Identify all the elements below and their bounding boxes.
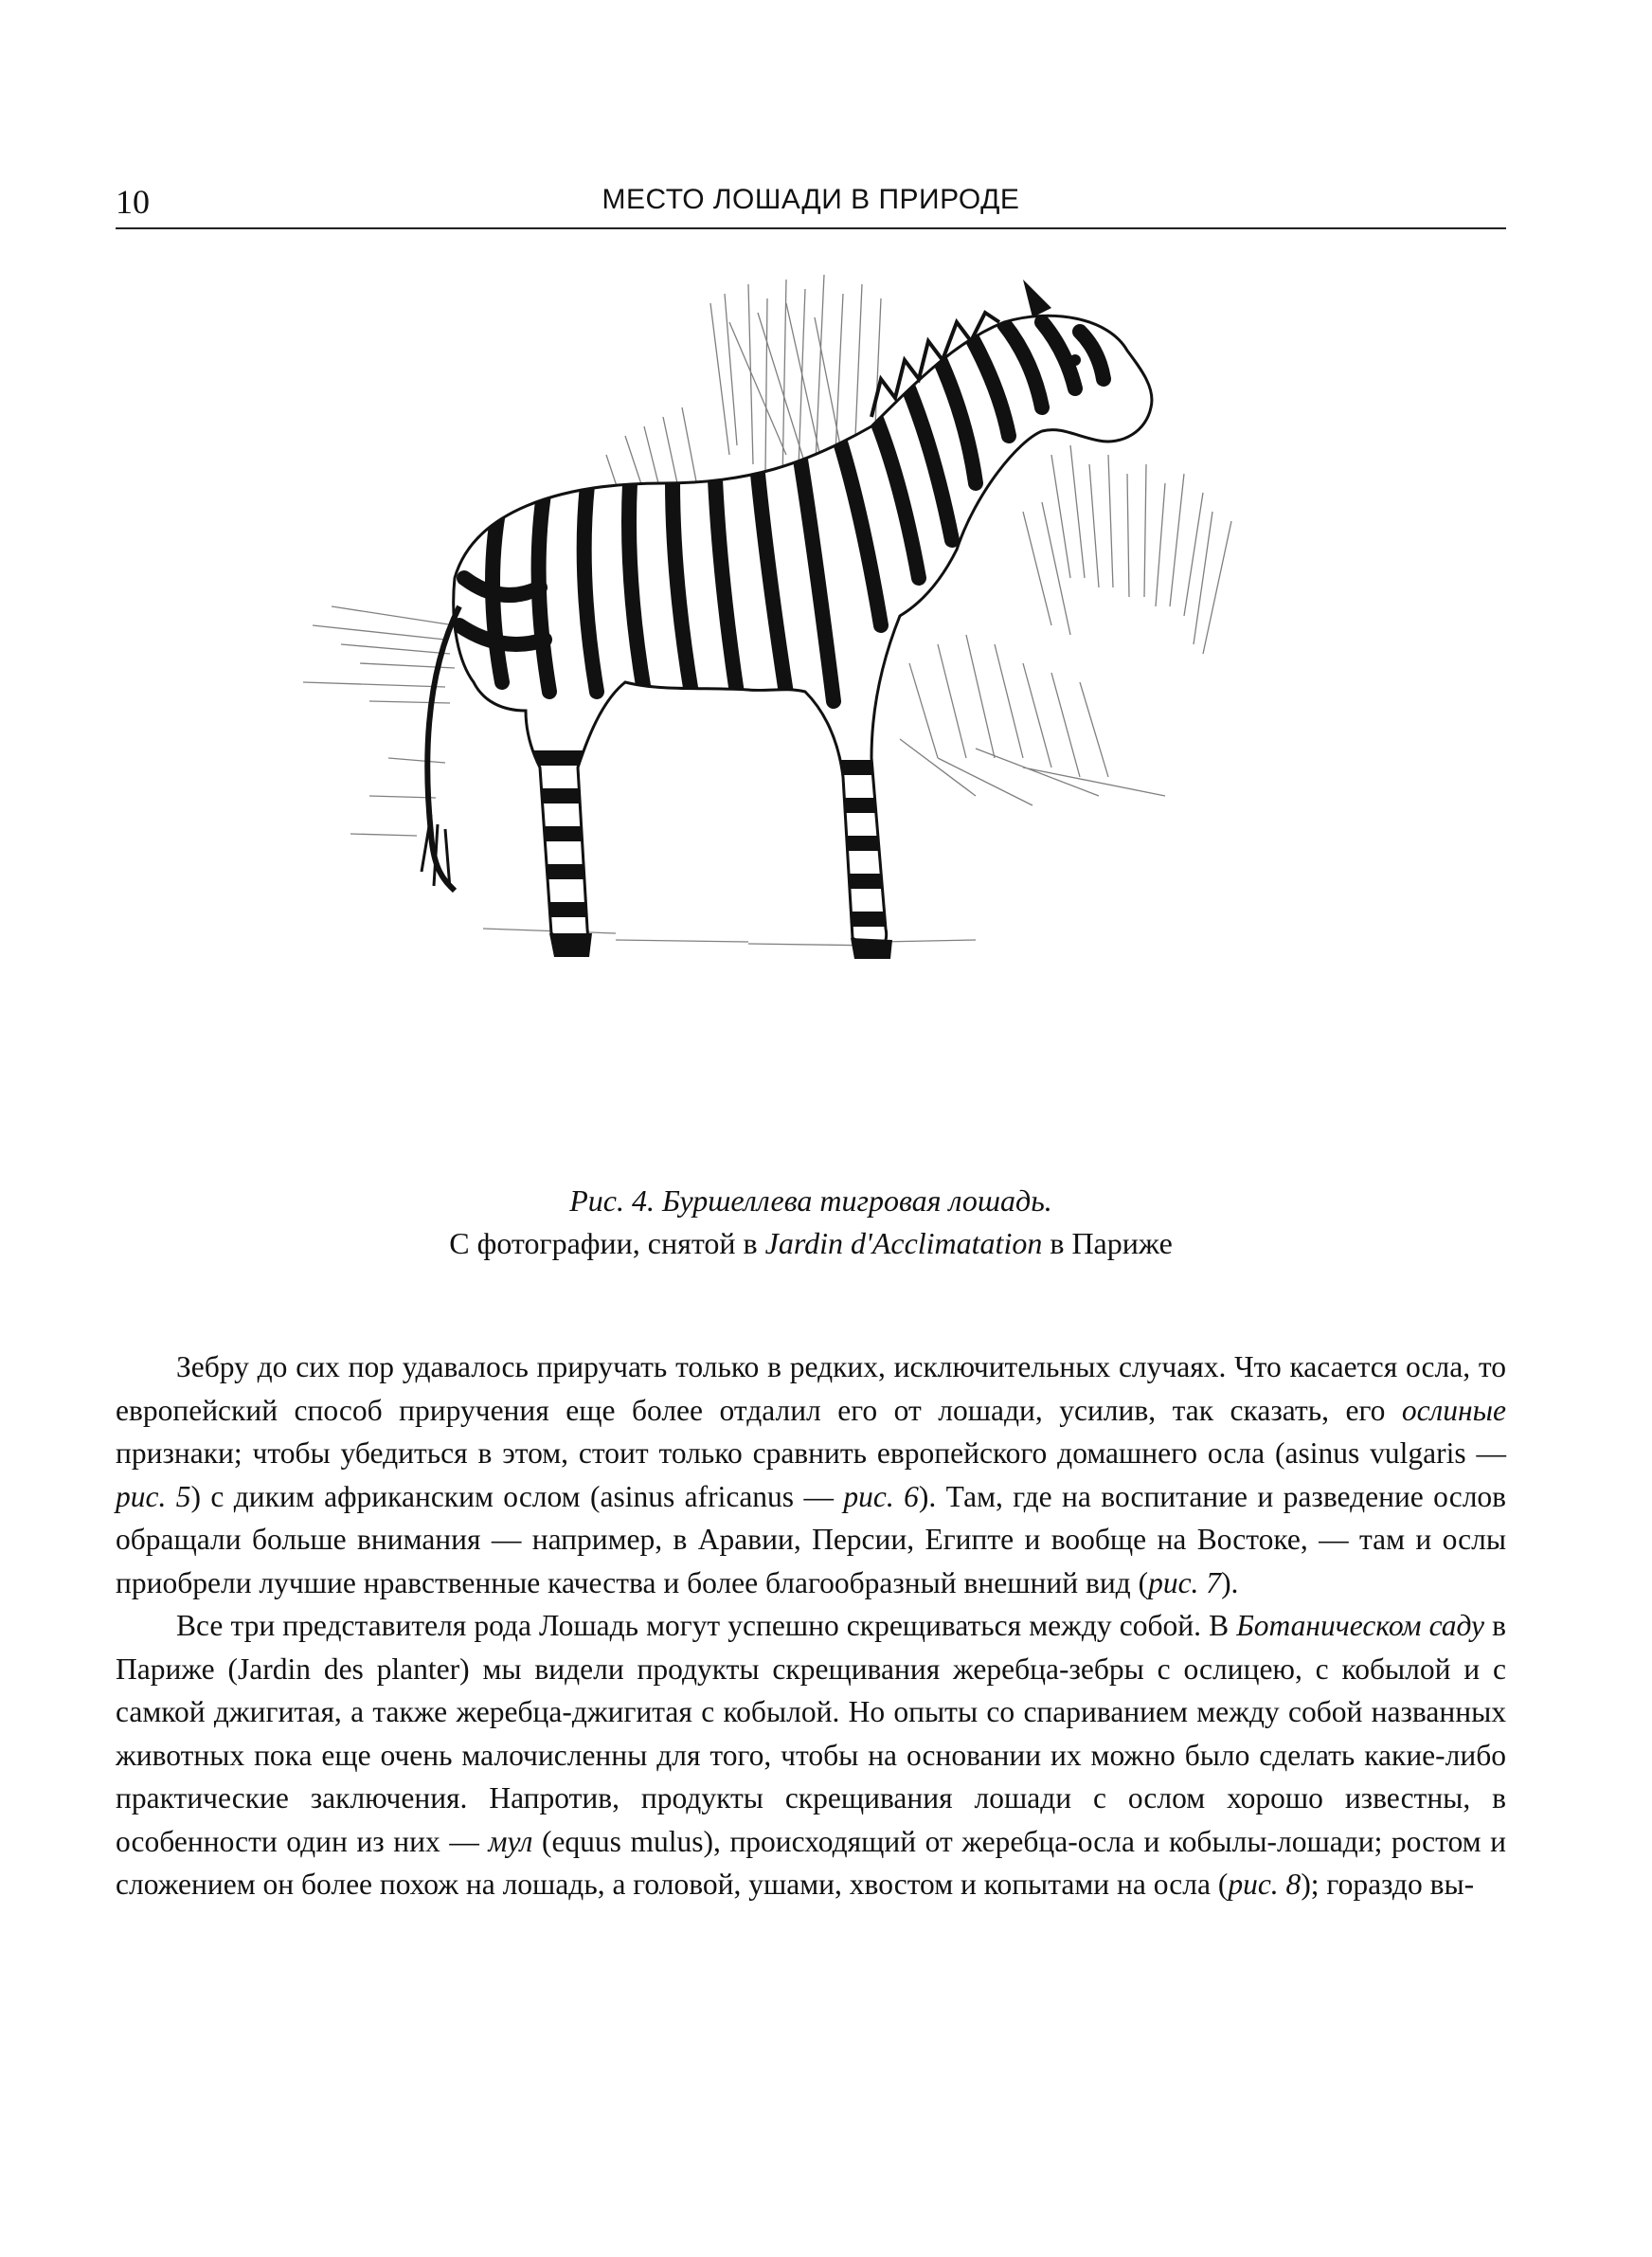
text-run: ); гораздо вы- <box>1301 1868 1475 1901</box>
text-run: признаки; чтобы убедиться в этом, стоит только сравнить европейского домашнего осла (asinus vulgaris — <box>116 1436 1506 1470</box>
paragraph <box>116 1345 1506 1604</box>
italic-text: рис. 7 <box>1148 1565 1222 1599</box>
italic-text: мул <box>488 1824 533 1858</box>
text-run: ) с диким африканским ослом (asinus africanus — <box>190 1479 844 1513</box>
body-text <box>116 1345 1506 1906</box>
caption-source: С фотографии, снятой в Jardin d'Acclimatation в Париже <box>449 1226 1173 1260</box>
running-title: МЕСТО ЛОШАДИ В ПРИРОДЕ <box>602 184 1020 215</box>
text-run: ). Там, где на воспитание и разведение ослов обращали больше внимания — например, в Аравии, Персии, Египте и вообще на Востоке, — там и ослы приобрели лучшие нравственные качества и более благообразный внешний вид ( <box>116 1479 1507 1599</box>
page-header <box>116 178 1506 229</box>
paragraph <box>116 1604 1506 1906</box>
text-run: Зебру до сих пор удавалось приручать только в редких, исключительных случаях. Что касается осла, то европейский способ приручения еще более отдалил его от лошади, усилив, так сказать, его <box>116 1350 1506 1427</box>
text-run: ). <box>1221 1565 1239 1599</box>
zebra-illustration <box>218 265 1355 1090</box>
text-run: Все три представителя рода Лошадь могут успешно скрещиваться между собой. В <box>176 1609 1237 1642</box>
italic-text: Ботаническом саду <box>1236 1609 1485 1642</box>
italic-text: рис. 5 <box>116 1479 191 1513</box>
italic-text: ослиные <box>1401 1393 1506 1427</box>
text-run: в Париже (Jardin des planter) мы видели продукты скрещивания жеребца-зебры с ослицею, с кобылой и с самкой джигитая, а также жеребца-джигитая с кобылой. Но опыты со спариванием между собой названных животных пока еще очень малочисленны для того, чтобы на основании их можно было сделать какие-либо практические заключения. Напротив, продукты скрещивания лошади с ослом хорошо известны, в особенности один из них — <box>116 1609 1507 1858</box>
italic-text: рис. 8 <box>1228 1868 1302 1901</box>
caption-title: Рис. 4. Буршеллева тигровая лошадь. <box>569 1183 1052 1218</box>
figure-caption <box>116 1180 1506 1265</box>
page-number: 10 <box>116 183 150 221</box>
italic-text: рис. 6 <box>843 1479 919 1513</box>
text-run: (equus mulus), происходящий от жеребца-осла и кобылы-лошади; ростом и сложением он более похож на лошадь, а головой, ушами, хвостом и копытами на осла ( <box>116 1824 1507 1901</box>
